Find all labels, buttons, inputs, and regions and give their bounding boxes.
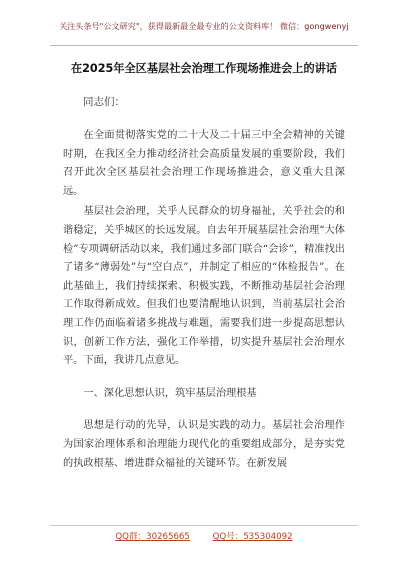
document-body bbox=[63, 127, 345, 475]
body-paragraph: 基层社会治理，关乎人民群众的切身福祉，关乎社会的和谐稳定，关乎城区的长远发展。自去年开展基层社会治理“大体检”专项调研活动以来，我们通过多部门联合“会诊”，精准找出了诸多“薄弱处”与“空白点”，并制定了相应的“体检报告”。在此基础上，我们持续探索、积极实践，不断推动基层社会治理工作取得新成效。但我们也要清醒地认识到，当前基层社会治理工作仍面临着诸多挑战与难题，需要我们进一步提高思想认识，创新工作方法，强化工作举措，切实提升基层社会治理水平。下面，我讲几点意见。 bbox=[63, 206, 345, 367]
qq-group-text: QQ群：30265665 bbox=[115, 532, 190, 542]
document-title: 在2025年全区基层社会治理工作现场推进会上的讲话 bbox=[70, 62, 338, 75]
footer bbox=[0, 531, 408, 543]
section-heading: 一、深化思想认识，筑牢基层治理根基 bbox=[83, 387, 257, 399]
salutation: 同志们： bbox=[83, 96, 125, 108]
body-paragraph: 在全面贯彻落实党的二十大及二十届三中全会精神的关键时期，在我区全力推动经济社会高质量发展的重要阶段，我们召开此次全区基层社会治理工作现场推进会，意义重大且深远。 bbox=[63, 130, 345, 197]
header-divider bbox=[50, 45, 358, 46]
qq-number-text: QQ号：535304092 bbox=[212, 532, 293, 542]
footer-divider bbox=[50, 525, 358, 526]
body-paragraph: 思想是行动的先导，认识是实践的动力。基层社会治理作为国家治理体系和治理能力现代化的重要组成部分，是夯实党的执政根基、增进群众福祉的关键环节。在新发展 bbox=[63, 420, 345, 469]
header-banner: 关注头条号"公文研究"，获得最新最全最专业的公文资料库！ 微信：gongwenyj bbox=[59, 22, 349, 31]
